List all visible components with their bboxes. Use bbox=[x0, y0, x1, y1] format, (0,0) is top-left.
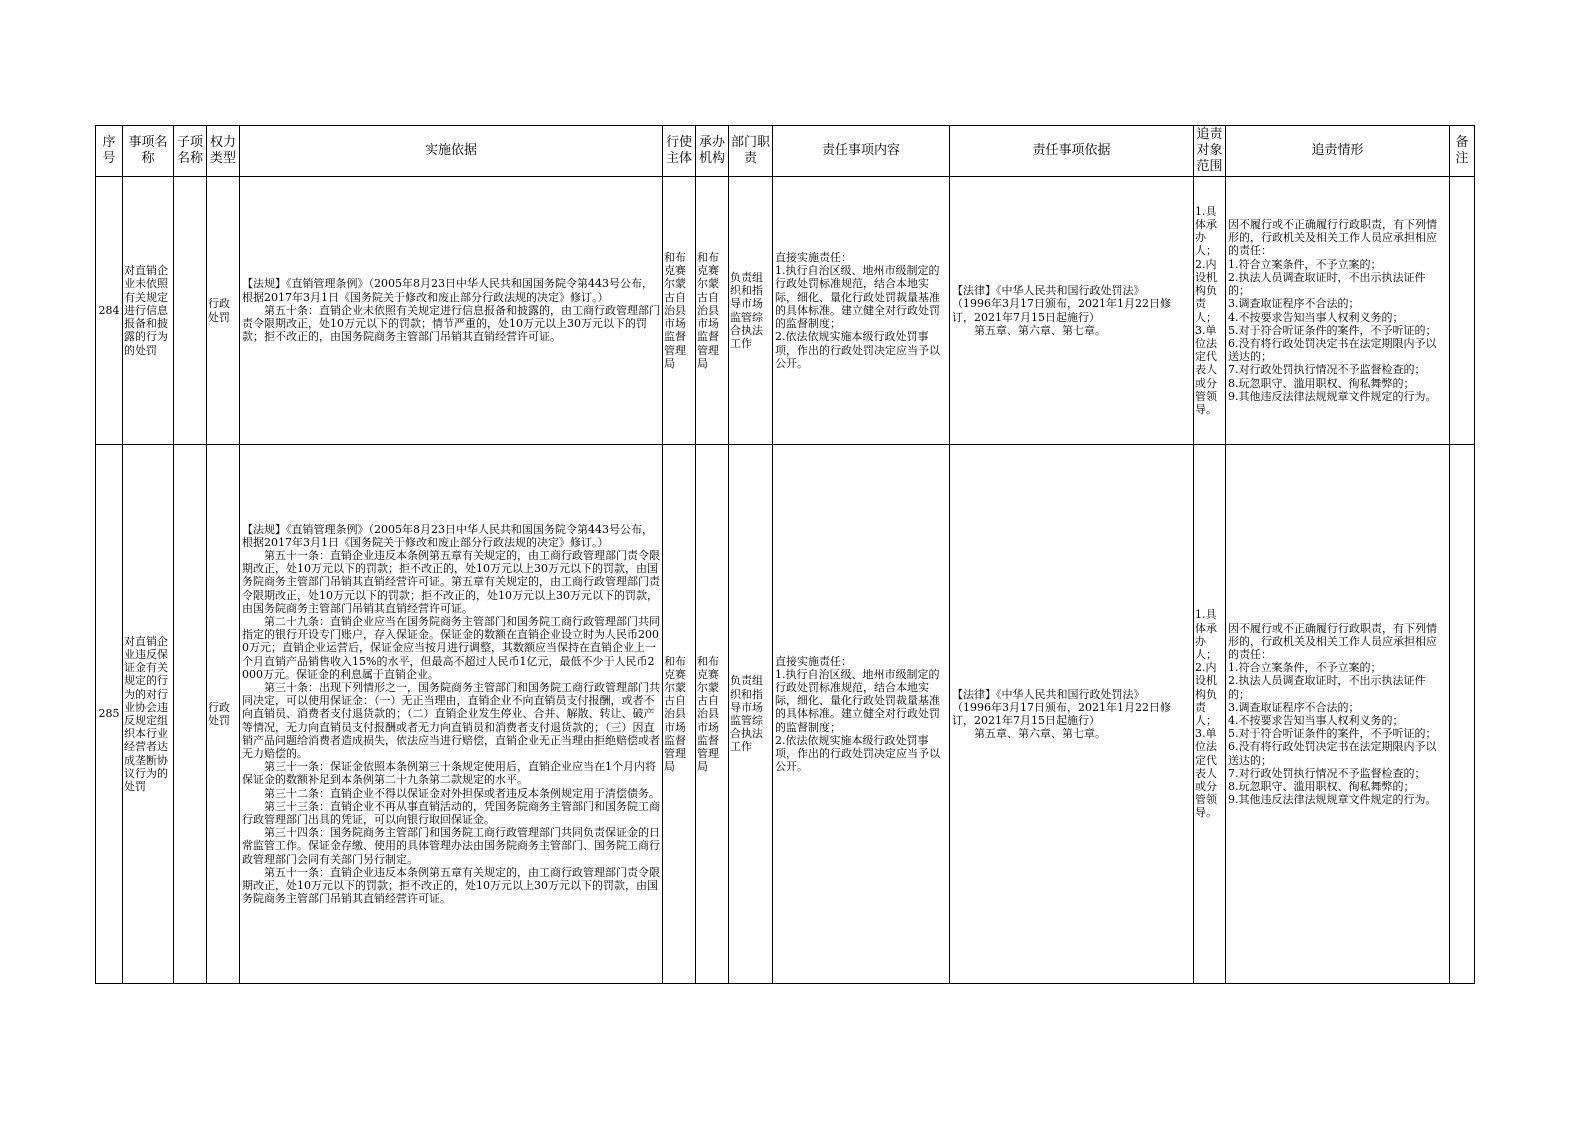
header-accountability-cases: 追责情形 bbox=[1226, 126, 1450, 177]
cell-power-type: 行政处罚 bbox=[207, 445, 240, 984]
cell-resp-basis: 【法律】《中华人民共和国行政处罚法》 （1996年3月17日颁布，2021年1月22日修订，2021年7月15日起施行） 第五章、第六章、第七章。 bbox=[950, 445, 1194, 984]
header-row bbox=[96, 126, 1475, 177]
cell-accountability-cases: 因不履行或不正确履行行政职责，有下列情形的，行政机关及相关工作人员应承担相应的责任： 1.符合立案条件，不予立案的； 2.执法人员调查取证时，不出示执法证件的； 3.调查取证程序不合法的； 4.不按要求告知当事人权利义务的； 5.对于符合听证条件的案件，不予听证的； 6.没有将行政处罚决定书在法定期限内予以送达的； 7.对行政处罚执行情况不予监督检查的； 8.玩忽职守、滥用职权、徇私舞弊的； 9.其他违反法律法规规章文件规定的行为。 bbox=[1226, 177, 1450, 445]
cell-sub-name bbox=[174, 445, 207, 984]
cell-sub-name bbox=[174, 177, 207, 445]
cell-power-type: 行政处罚 bbox=[207, 177, 240, 445]
header-sub-name: 子项名称 bbox=[174, 126, 207, 177]
header-subject: 行使主体 bbox=[663, 126, 696, 177]
header-resp-content: 责任事项内容 bbox=[773, 126, 950, 177]
cell-item-name: 对直销企业违反保证金有关规定的行为的对行业协会违反规定组织本行业经营者达成垄断协议行为的处罚 bbox=[123, 445, 174, 984]
header-basis: 实施依据 bbox=[240, 126, 663, 177]
table-row bbox=[96, 177, 1475, 445]
header-seq: 序号 bbox=[96, 126, 123, 177]
header-item-name: 事项名称 bbox=[123, 126, 174, 177]
cell-seq: 285 bbox=[96, 445, 123, 984]
cell-agency: 和布克赛尔蒙古自治县市场监督管理局 bbox=[696, 177, 729, 445]
cell-accountability-cases: 因不履行或不正确履行行政职责，有下列情形的，行政机关及相关工作人员应承担相应的责任： 1.符合立案条件，不予立案的； 2.执法人员调查取证时，不出示执法证件的； 3.调查取证程序不合法的； 4.不按要求告知当事人权利义务的； 5.对于符合听证条件的案件，不予听证的； 6.没有将行政处罚决定书在法定期限内予以送达的； 7.对行政处罚执行情况不予监督检查的； 8.玩忽职守、滥用职权、徇私舞弊的； 9.其他违反法律法规规章文件规定的行为。 bbox=[1226, 445, 1450, 984]
cell-subject: 和布克赛尔蒙古自治县市场监督管理局 bbox=[663, 445, 696, 984]
cell-subject: 和布克赛尔蒙古自治县市场监督管理局 bbox=[663, 177, 696, 445]
cell-remark bbox=[1450, 445, 1475, 984]
cell-remark bbox=[1450, 177, 1475, 445]
header-dept-duty: 部门职责 bbox=[729, 126, 773, 177]
header-resp-basis: 责任事项依据 bbox=[950, 126, 1194, 177]
cell-resp-content: 直接实施责任： 1.执行自治区级、地州市级制定的行政处罚标准规范，结合本地实际，细化、量化行政处罚裁量基准的具体标准。建立健全对行政处罚的监督制度； 2.依法依规实施本级行政处罚事项，作出的行政处罚决定应当予以公开。 bbox=[773, 177, 950, 445]
header-remark: 备注 bbox=[1450, 126, 1475, 177]
header-accountability-scope: 追责对象范围 bbox=[1194, 126, 1226, 177]
cell-agency: 和布克赛尔蒙古自治县市场监督管理局 bbox=[696, 445, 729, 984]
cell-basis: 【法规】《直销管理条例》（2005年8月23日中华人民共和国国务院令第443号公布，根据2017年3月1日《国务院关于修改和废止部分行政法规的决定》修订。） 第五十一条：直销企业违反本条例第五章有关规定的，由工商行政管理部门责令限期改正，处10万元以下的罚款；拒不改正的，处10万元以上30万元以下的罚款，由国务院商务主管部门吊销其直销经营许可证。第五章有关规定的，由工商行政管理部门责令限期改正，处10万元以下的罚款；拒不改正的，处10万元以上30万元以下的罚款，由国务院商务主管部门吊销其直销经营许可证。 第二十九条：直销企业应当在国务院商务主管部门和国务院工商行政管理部门共同指定的银行开设专门账户，存入保证金。保证金的数额在直销企业设立时为人民币2000万元；直销企业运营后，保证金应当按月进行调整，其数额应当保持在直销企业上一个月直销产品销售收入15%的水平，但最高不超过人民币1亿元，最低不少于人民币2000万元。保证金的利息属于直销企业。 第三十条：出现下列情形之一，国务院商务主管部门和国务院工商行政管理部门共同决定，可以使用保证金：（一）无正当理由，直销企业不向直销员支付报酬，或者不向直销员、消费者支付退货款的；（二）直销企业发生停业、合并、解散、转让、破产等情况，无力向直销员支付报酬或者无力向直销员和消费者支付退货款的；（三）因直销产品问题给消费者造成损失，依法应当进行赔偿，直销企业无正当理由拒绝赔偿或者无力赔偿的。 第三十一条：保证金依照本条例第三十条规定使用后，直销企业应当在1个月内将保证金的数额补足到本条例第二十九条第二款规定的水平。 第三十二条：直销企业不得以保证金对外担保或者违反本条例规定用于清偿债务。 第三十三条：直销企业不再从事直销活动的，凭国务院商务主管部门和国务院工商行政管理部门出具的凭证，可以向银行取回保证金。 第三十四条：国务院商务主管部门和国务院工商行政管理部门共同负责保证金的日常监管工作。保证金存缴、使用的具体管理办法由国务院商务主管部门、国务院工商行政管理部门会同有关部门另行制定。 第五十一条：直销企业违反本条例第五章有关规定的，由工商行政管理部门责令限期改正，处10万元以下的罚款；拒不改正的，处10万元以上30万元以下的罚款，由国务院商务主管部门吊销其直销经营许可证。 bbox=[240, 445, 663, 984]
cell-dept-duty: 负责组织和指导市场监管综合执法工作 bbox=[729, 177, 773, 445]
cell-resp-basis: 【法律】《中华人民共和国行政处罚法》 （1996年3月17日颁布，2021年1月22日修订，2021年7月15日起施行） 第五章、第六章、第七章。 bbox=[950, 177, 1194, 445]
cell-item-name: 对直销企业未依照有关规定进行信息报备和披露的行为的处罚 bbox=[123, 177, 174, 445]
table-row bbox=[96, 445, 1475, 984]
cell-accountability-scope: 1.具体承办人； 2.内设机构负责人； 3.单位法定代表人或分管领导。 bbox=[1194, 445, 1226, 984]
header-agency: 承办机构 bbox=[696, 126, 729, 177]
cell-resp-content: 直接实施责任： 1.执行自治区级、地州市级制定的行政处罚标准规范，结合本地实际，细化、量化行政处罚裁量基准的具体标准。建立健全对行政处罚的监督制度； 2.依法依规实施本级行政处罚事项，作出的行政处罚决定应当予以公开。 bbox=[773, 445, 950, 984]
header-power-type: 权力类型 bbox=[207, 126, 240, 177]
power-list-table bbox=[95, 125, 1475, 984]
cell-basis: 【法规】《直销管理条例》（2005年8月23日中华人民共和国国务院令第443号公布，根据2017年3月1日《国务院关于修改和废止部分行政法规的决定》修订。） 第五十条：直销企业未依照有关规定进行信息报备和披露的，由工商行政管理部门责令限期改正，处10万元以下的罚款；情节严重的，处10万元以上30万元以下的罚款；拒不改正的，由国务院商务主管部门吊销其直销经营许可证。 bbox=[240, 177, 663, 445]
cell-dept-duty: 负责组织和指导市场监管综合执法工作 bbox=[729, 445, 773, 984]
cell-accountability-scope: 1.具体承办人； 2.内设机构负责人； 3.单位法定代表人或分管领导。 bbox=[1194, 177, 1226, 445]
cell-seq: 284 bbox=[96, 177, 123, 445]
